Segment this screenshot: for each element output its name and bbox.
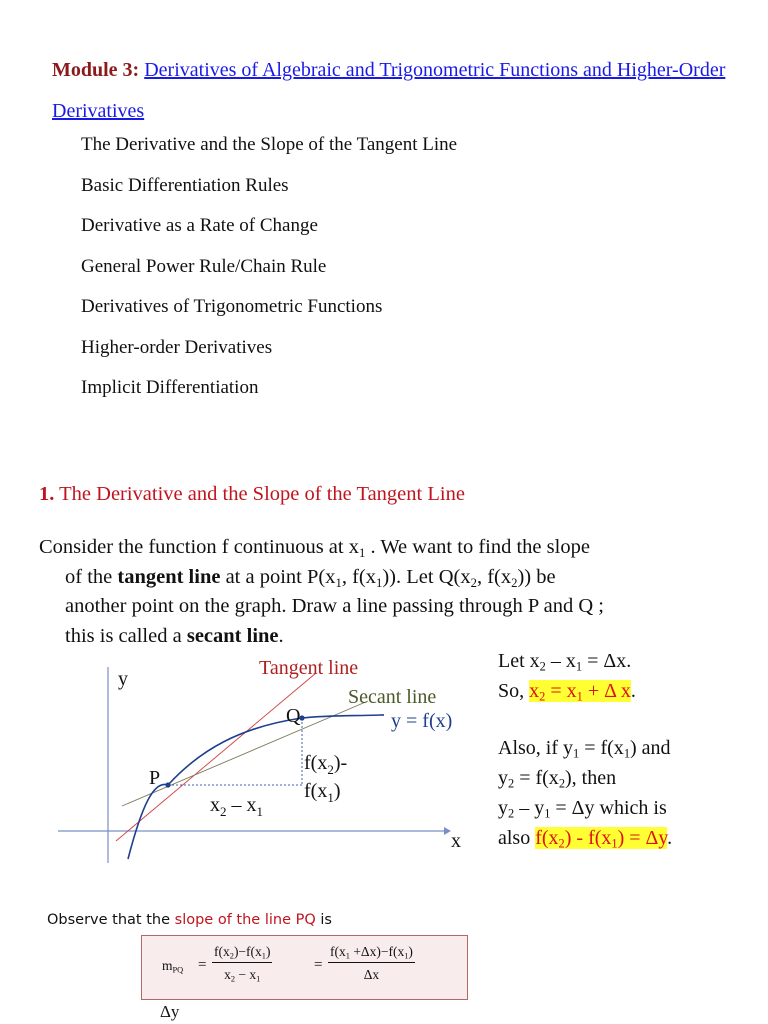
y-axis-label: y (118, 668, 128, 690)
delta-y-definition-line: also $f(x_2) - f(x_1) = \Delta y$. (498, 827, 673, 851)
y1-definition-line: Also, if $y_1 = f(x_1)$ and (498, 737, 671, 761)
tangent-line-term: tangent line (117, 565, 221, 588)
equals-sign: = (314, 957, 323, 973)
para-line-2: of the tangent line at a point $P(x_1$, $f(x_1)$). Let $Q(x_2$, $f(x_2)$) be (65, 565, 556, 590)
delta-y-footer: Δy (160, 1002, 180, 1021)
module-label: Module 3: (52, 59, 140, 81)
delta-y-line: $y_2 - y_1 = \Delta y$ which is (498, 797, 667, 821)
topic-item: Implicit Differentiation (81, 377, 259, 398)
topic-item: Derivatives of Trigonometric Functions (81, 296, 383, 317)
secant-line-term: secant line (186, 624, 279, 647)
para-line-4: this is called a secant line. (65, 624, 284, 647)
dx-label: $x_2 - x_1$ (210, 794, 263, 819)
section-heading (39, 483, 465, 506)
secant-line-label: Secant line (348, 686, 437, 708)
topic-item: Higher-order Derivatives (81, 336, 273, 358)
para-line-3: another point on the graph. Draw a line passing through P and Q ; (65, 595, 604, 617)
module-heading (52, 50, 732, 132)
observe-sentence: Observe that the slope of the line PQ is (47, 912, 332, 928)
y2-definition-line: $y_2 = f(x_2)$, then (498, 767, 617, 791)
fraction-delta-x: $\frac{f(x_1 +\Delta x)-f(x_1)}{\Delta x}$ (330, 944, 413, 982)
intro-paragraph (39, 533, 729, 651)
section-number: 1. (39, 483, 55, 505)
x2-definition-line: So, $x_2 = x_1 + \Delta$ x. (498, 680, 636, 704)
delta-x-line: Let $x_2 - x_1 = \Delta x$. (498, 650, 632, 674)
slope-pq-phrase: slope of the line PQ (174, 912, 316, 928)
point-q-label: Q (286, 705, 301, 727)
fraction-difference-quotient: $\frac{f(x_2)-f(x_1)}{x_2 - x_1}$ (214, 944, 271, 984)
point-p-label: P (149, 767, 161, 789)
section-title: The Derivative and the Slope of the Tangent Line (59, 483, 465, 505)
delta-y-highlight: $f(x_2) - f(x_1) = \Delta y$ (535, 827, 668, 851)
x2-highlight: $x_2 = x_1 + \Delta$ x (529, 680, 631, 704)
curve-label: y = f(x) (391, 710, 453, 732)
topic-item: Derivative as a Rate of Change (81, 215, 318, 236)
m-pq-symbol: $m_{PQ}$ (162, 958, 184, 975)
tangent-secant-graph (50, 655, 490, 865)
topic-item: Basic Differentiation Rules (81, 174, 289, 196)
equals-sign: = (198, 957, 207, 973)
slope-formula-box (141, 935, 468, 1000)
para-line-1: Consider the function f continuous at $x_1$ . We want to find the slope (39, 536, 590, 560)
tangent-line-label: Tangent line (259, 657, 359, 679)
point-p (165, 782, 170, 787)
topic-item: General Power Rule/Chain Rule (81, 255, 327, 277)
module-title-link[interactable]: Derivatives of Algebraic and Trigonometric Functions and Higher-Order Derivatives (52, 59, 726, 122)
x-axis-arrow-icon (444, 827, 451, 835)
x-axis-label: x (451, 830, 461, 852)
topic-list (81, 131, 457, 415)
dy-label-top: $f(x_2)-$ (304, 752, 348, 777)
dy-label-bottom: $f(x_1)$ (304, 780, 341, 805)
topic-item: The Derivative and the Slope of the Tangent Line (81, 134, 458, 155)
